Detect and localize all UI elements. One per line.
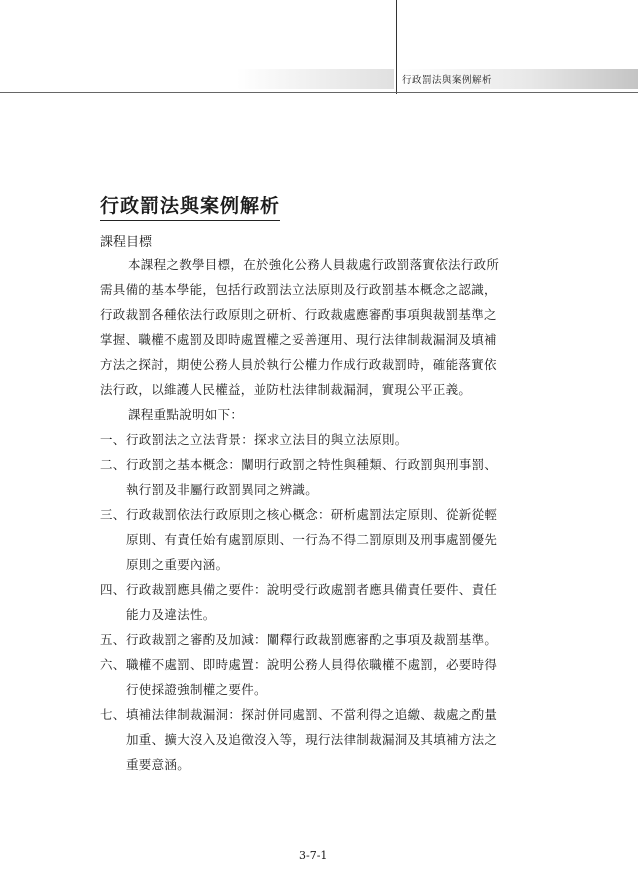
point-text: 填補法律制裁漏洞：探討併同處罰、不當利得之追繳、裁處之酌量 [126, 707, 498, 722]
point-text: 行政罰之基本概念：闡明行政罰之特性與種類、行政罰與刑事罰、 [126, 457, 498, 472]
page-title: 行政罰法與案例解析 [100, 191, 280, 221]
point-label: 三、 [100, 507, 126, 522]
header-divider-vertical [396, 0, 397, 94]
intro-line: 掌握、職權不處罰及即時處置權之妥善運用、現行法律制裁漏洞及填補 [100, 332, 497, 347]
intro-line: 行政裁罰各種依法行政原則之研析、行政裁處應審酌事項與裁罰基準之 [100, 307, 497, 322]
point-text: 加重、擴大沒入及追徵沒入等，現行法律制裁漏洞及其填補方法之 [126, 732, 498, 747]
intro-line: 方法之探討，期使公務人員於執行公權力作成行政裁罰時，確能落實依 [100, 357, 497, 372]
point-label: 二、 [100, 457, 126, 472]
point-text: 能力及違法性。 [126, 607, 216, 622]
point-text: 重要意涵。 [126, 757, 191, 772]
point-text: 行政裁罰應具備之要件：說明受行政處罰者應具備責任要件、責任 [126, 582, 498, 597]
section-heading: 課程目標 [100, 235, 153, 250]
point-text: 行政裁罰之審酌及加減：闡釋行政裁罰應審酌之事項及裁罰基準。 [126, 632, 498, 647]
point-text: 行政罰法之立法背景：探求立法目的與立法原則。 [126, 432, 408, 447]
intro-line: 本課程之教學目標，在於強化公務人員裁處行政罰落實依法行政所 [128, 257, 500, 272]
point-label: 五、 [100, 632, 126, 647]
header-band-left [0, 69, 394, 89]
point-text: 行政裁罰依法行政原則之核心概念：研析處罰法定原則、從新從輕 [126, 507, 498, 522]
point-text: 原則之重要內涵。 [126, 557, 229, 572]
point-text: 執行罰及非屬行政罰異同之辨識。 [126, 482, 319, 497]
intro-line: 需具備的基本學能，包括行政罰法立法原則及行政罰基本概念之認識， [100, 282, 497, 297]
page-number: 3-7-1 [299, 849, 328, 862]
point-text: 職權不處罰、即時處置：說明公務人員得依職權不處罰，必要時得 [126, 657, 498, 672]
point-text: 原則、有責任始有處罰原則、一行為不得二罰原則及刑事處罰優先 [126, 532, 498, 547]
points-intro: 課程重點說明如下： [128, 407, 244, 422]
point-text: 行使採證強制權之要件。 [126, 682, 267, 697]
point-label: 四、 [100, 582, 126, 597]
point-label: 一、 [100, 432, 126, 447]
point-label: 六、 [100, 657, 126, 672]
header-divider-horizontal [0, 92, 638, 93]
running-header: 行政罰法與案例解析 [402, 75, 493, 86]
intro-line: 法行政，以維護人民權益，並防杜法律制裁漏洞，實現公平正義。 [100, 382, 472, 397]
point-label: 七、 [100, 707, 126, 722]
